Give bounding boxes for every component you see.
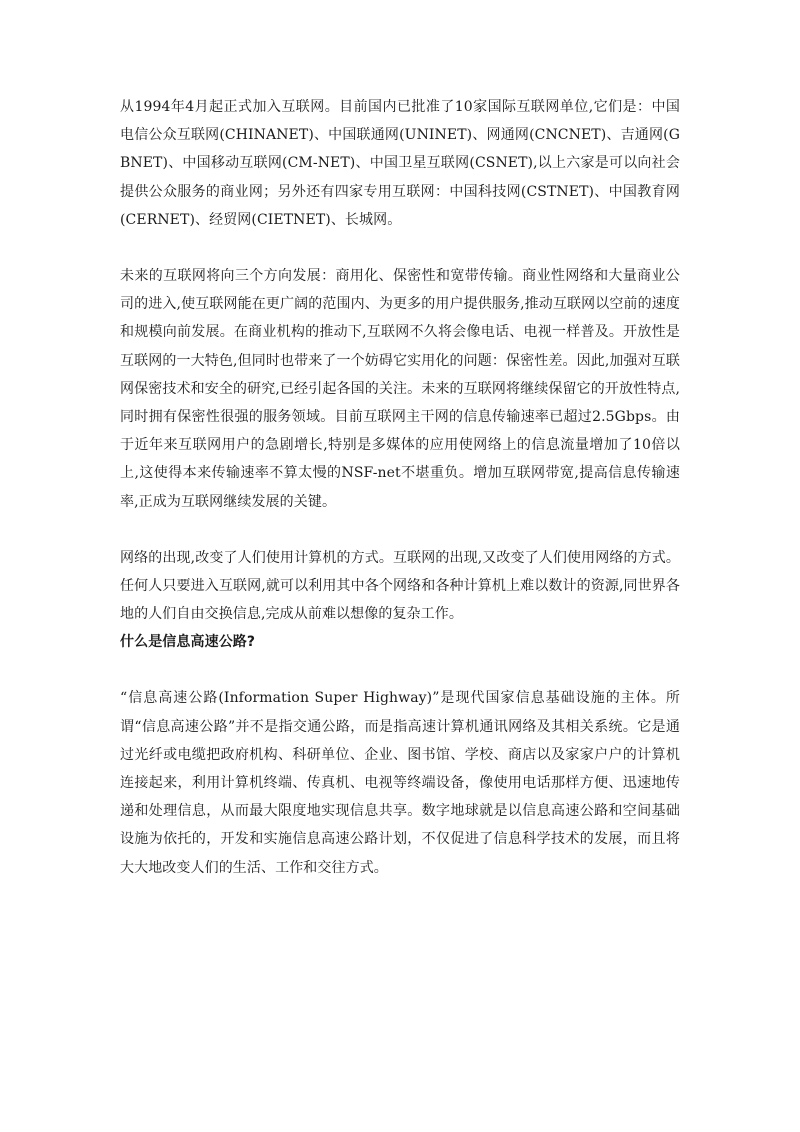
paragraph-network-usage: 网络的出现,改变了人们使用计算机的方式。互联网的出现,又改变了人们使用网络的方式。任何人只要进入互联网,就可以利用其中各个网络和各种计算机上难以数计的资源,同世界各地的人们自由交换信息,完成从前难以想像的复杂工作。	[120, 549, 680, 623]
section-heading: 什么是信息高速公路?	[120, 634, 256, 651]
paragraph-information-highway: “信息高速公路(Information Super Highway)”是现代国家信息基础设施的主体。所谓“信息高速公路”并不是指交通公路，而是指高速计算机通讯网络及其相关系统。它是通过光纤或电缆把政府机构、科研单位、企业、图书馆、学校、商店以及家家户户的计算机连接起来，利用计算机终端、传真机、电视等终端设备，像使用电话那样方便、迅速地传递和处理信息，从而最大限度地实现信息共享。数字地球就是以信息高速公路和空间基础设施为依托的，开发和实施信息高速公路计划，不仅促进了信息科学技术的发展，而且将大大地改变人们的生活、工作和交往方式。	[120, 690, 680, 876]
paragraph-internet-future: 未来的互联网将向三个方向发展：商用化、保密性和宽带传输。商业性网络和大量商业公司的进入,使互联网能在更广阔的范围内、为更多的用户提供服务,推动互联网以空前的速度和规模向前发展。在商业机构的推动下,互联网不久将会像电话、电视一样普及。开放性是互联网的一大特色,但同时也带来了一个妨碍它实用化的问题：保密性差。因此,加强对互联网保密技术和安全的研究,已经引起各国的关注。未来的互联网将继续保留它的开放性特点,同时拥有保密性很强的服务领域。目前互联网主干网的信息传输速率已超过2.5Gbps。由于近年来互联网用户的急剧增长,特别是多媒体的应用使网络上的信息流量增加了10倍以上,这使得本来传输速率不算太慢的NSF-net不堪重负。增加互联网带宽,提高信息传输速率,正成为互联网继续发展的关键。	[120, 268, 680, 510]
paragraph-internet-units: 从1994年4月起正式加入互联网。目前国内已批准了10家国际互联网单位,它们是：中国电信公众互联网(CHINANET)、中国联通网(UNINET)、网通网(CNCNET)、吉通网(GBNET)、中国移动互联网(CM-NET)、中国卫星互联网(CSNET),以上六家是可以向社会提供公众服务的商业网；另外还有四家专用互联网：中国科技网(CSTNET)、中国教育网(CERNET)、经贸网(CIETNET)、长城网。	[120, 99, 680, 228]
document-body	[120, 93, 680, 882]
